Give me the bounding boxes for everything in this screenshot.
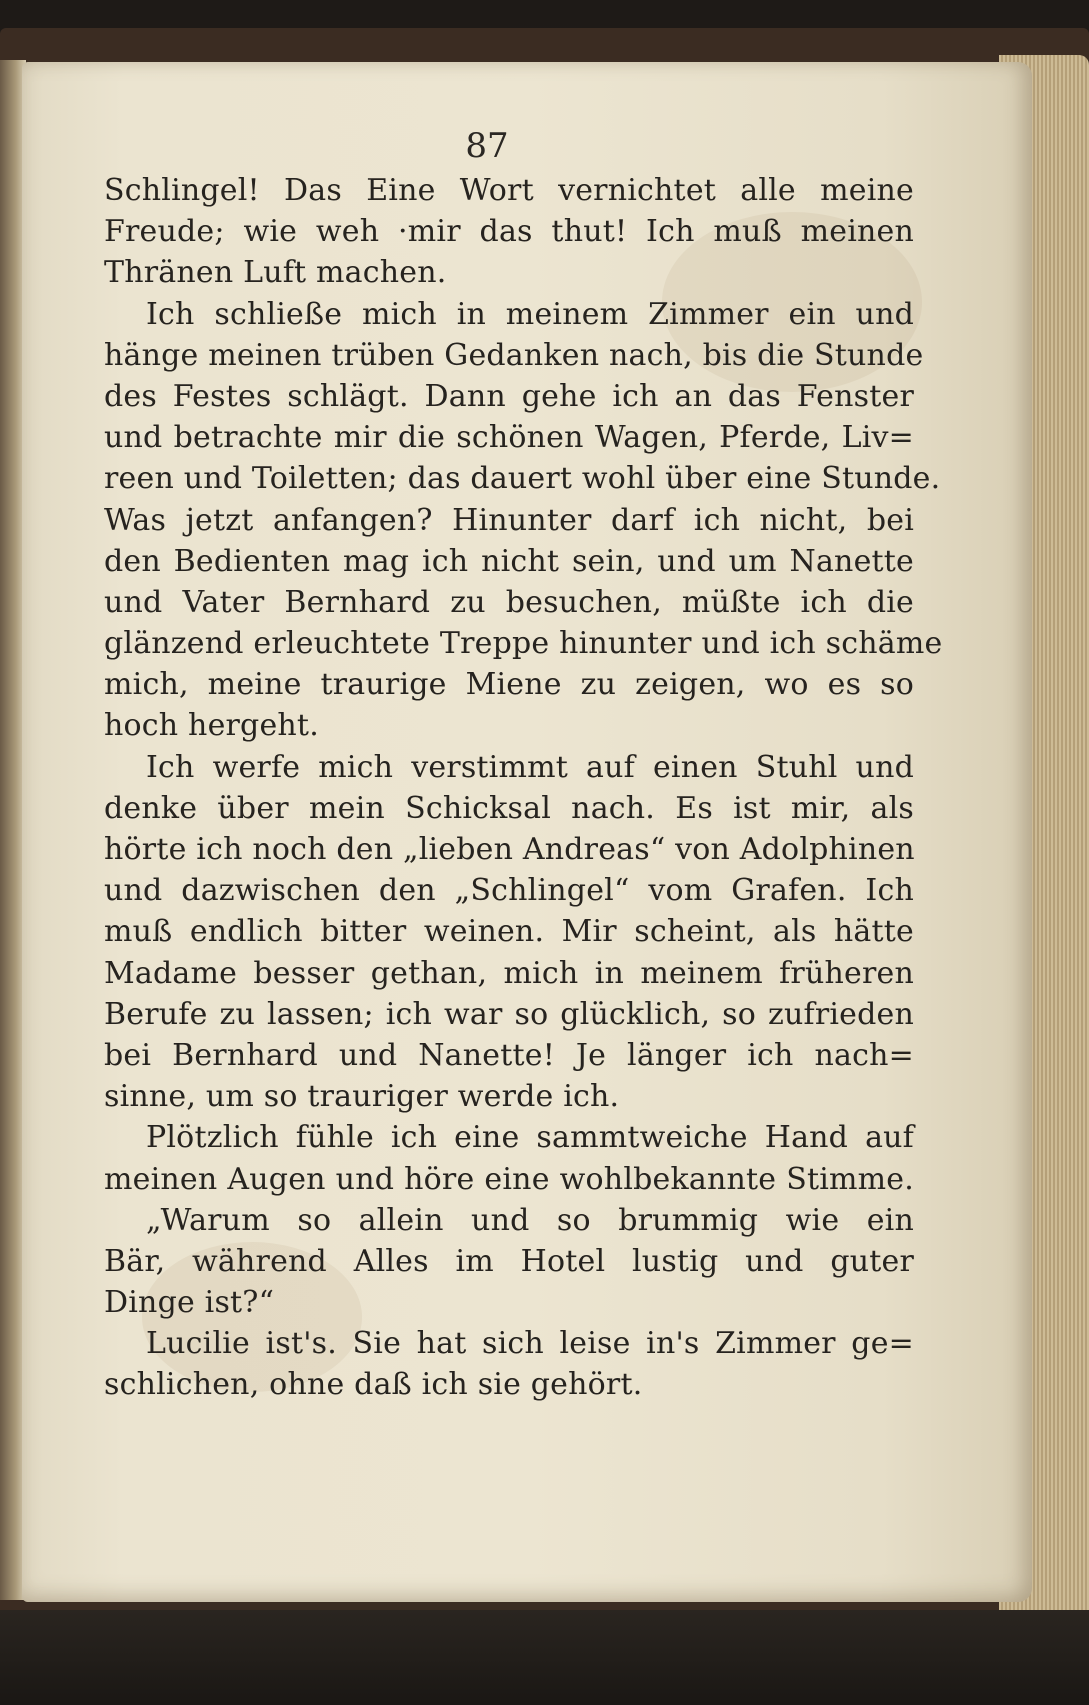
- table-surface: [0, 1610, 1089, 1705]
- text-line: glänzend erleuchtete Treppe hinunter und ich schäme: [104, 626, 943, 662]
- text-line: „Warum so allein und so brummig wie ein: [146, 1202, 914, 1238]
- text-line: und betrachte mir die schönen Wagen, Pferde, Liv=: [104, 420, 914, 456]
- text-line: reen und Toiletten; das dauert wohl über eine Stunde.: [104, 461, 941, 497]
- body-text: [104, 170, 943, 1406]
- text-line: Madame besser gethan, mich in meinem früheren: [104, 955, 914, 991]
- text-line: Bär, während Alles im Hotel lustig und guter: [104, 1243, 914, 1279]
- text-line: meinen Augen und höre eine wohlbekannte Stimme.: [104, 1161, 914, 1197]
- text-line: Lucilie ist's. Sie hat sich leise in's Zimmer ge=: [146, 1326, 914, 1362]
- text-line: Schlingel! Das Eine Wort vernichtet alle meine: [104, 173, 914, 208]
- text-line: schlichen, ohne daß ich sie gehört.: [104, 1367, 643, 1403]
- text-line: Ich schließe mich in meinem Zimmer ein und: [146, 296, 914, 332]
- page-number: 87: [465, 126, 509, 166]
- text-line: Was jetzt anfangen? Hinunter darf ich nicht, bei: [104, 502, 914, 538]
- text-line: den Bedienten mag ich nicht sein, und um Nanette: [104, 543, 914, 579]
- text-line: hänge meinen trüben Gedanken nach, bis die Stunde: [104, 337, 924, 373]
- text-line: muß endlich bitter weinen. Mir scheint, als hätte: [104, 914, 914, 950]
- text-line: denke über mein Schicksal nach. Es ist mir, als: [104, 790, 914, 826]
- text-line: und dazwischen den „Schlingel“ vom Grafen. Ich: [104, 873, 914, 909]
- text-line: Freude; wie weh ·mir das thut! Ich muß meinen: [104, 214, 914, 250]
- book-page: [22, 62, 1032, 1602]
- text-line: bei Bernhard und Nanette! Je länger ich nach=: [104, 1037, 914, 1073]
- text-line: Ich werfe mich verstimmt auf einen Stuhl und: [146, 749, 914, 785]
- text-line: hoch hergeht.: [104, 708, 319, 744]
- text-line: Berufe zu lassen; ich war so glücklich, so zufrieden: [104, 996, 914, 1032]
- text-line: Plötzlich fühle ich eine sammtweiche Hand auf: [146, 1120, 914, 1156]
- text-line: hörte ich noch den „lieben Andreas“ von Adolphinen: [104, 832, 915, 867]
- text-line: Dinge ist?“: [104, 1285, 275, 1321]
- text-line: Thränen Luft machen.: [104, 255, 447, 291]
- text-line: des Festes schlägt. Dann gehe ich an das Fenster: [104, 378, 914, 414]
- text-line: sinne, um so trauriger werde ich.: [104, 1079, 620, 1115]
- text-line: mich, meine traurige Miene zu zeigen, wo es so: [104, 667, 914, 703]
- text-line: und Vater Bernhard zu besuchen, müßte ich die: [104, 584, 914, 620]
